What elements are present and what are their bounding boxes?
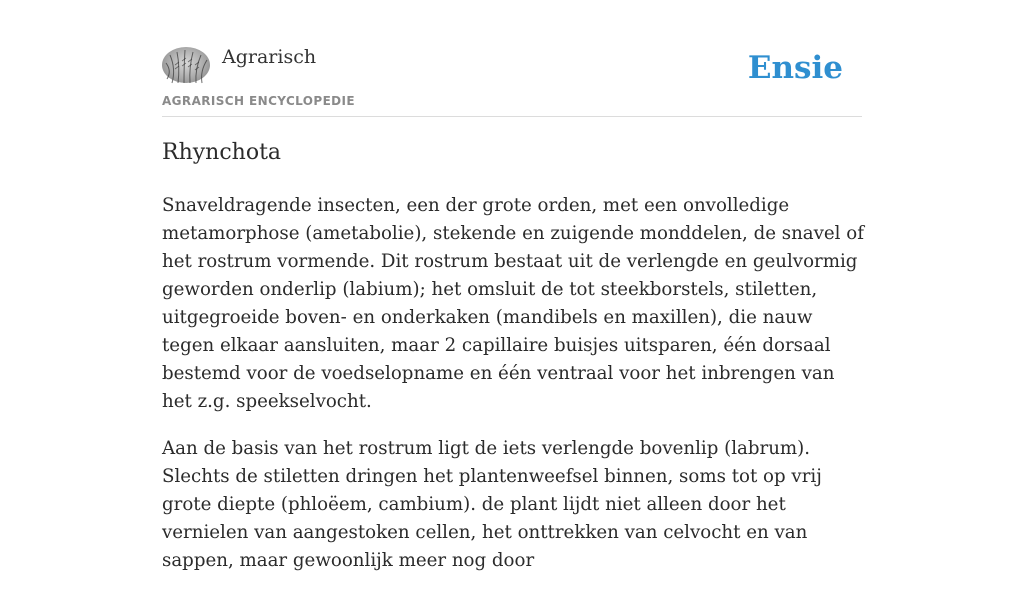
source-subtitle: AGRARISCH ENCYCLOPEDIE (162, 94, 355, 108)
source-name[interactable]: Agrarisch (222, 46, 317, 68)
article-body (162, 192, 864, 594)
article-title: Rhynchota (162, 140, 282, 165)
brand-logo[interactable]: Ensie (747, 50, 843, 86)
article-paragraph: Aan de basis van het rostrum ligt de iets verlengde bovenlip (labrum). Slechts de stiletten dringen het plantenweefsel binnen, soms tot op vrij grote diepte (phloëem, cambium). de plant lijdt niet alleen door het vernielen van aangestoken cellen, het onttrekken van celvocht en van sappen, maar gewoonlijk meer nog door (162, 438, 822, 571)
wheat-icon[interactable] (162, 47, 210, 83)
article-paragraph: Snaveldragende insecten, een der grote orden, met een onvolledige metamorphose (ametabolie), stekende en zuigende monddelen, de snavel of het rostrum vormende. Dit rostrum bestaat uit de verlengde en geulvormig geworden onderlip (labium); het omsluit de tot steekborstels, stiletten, uitgegroeide boven- en onderkaken (mandibels en maxillen), die nauw tegen elkaar aansluiten, maar 2 capillaire buisjes uitsparen, één dorsaal bestemd voor de voedselopname en één ventraal voor het inbrengen van het z.g. speekselvocht. (162, 195, 864, 412)
source-header (162, 44, 862, 117)
